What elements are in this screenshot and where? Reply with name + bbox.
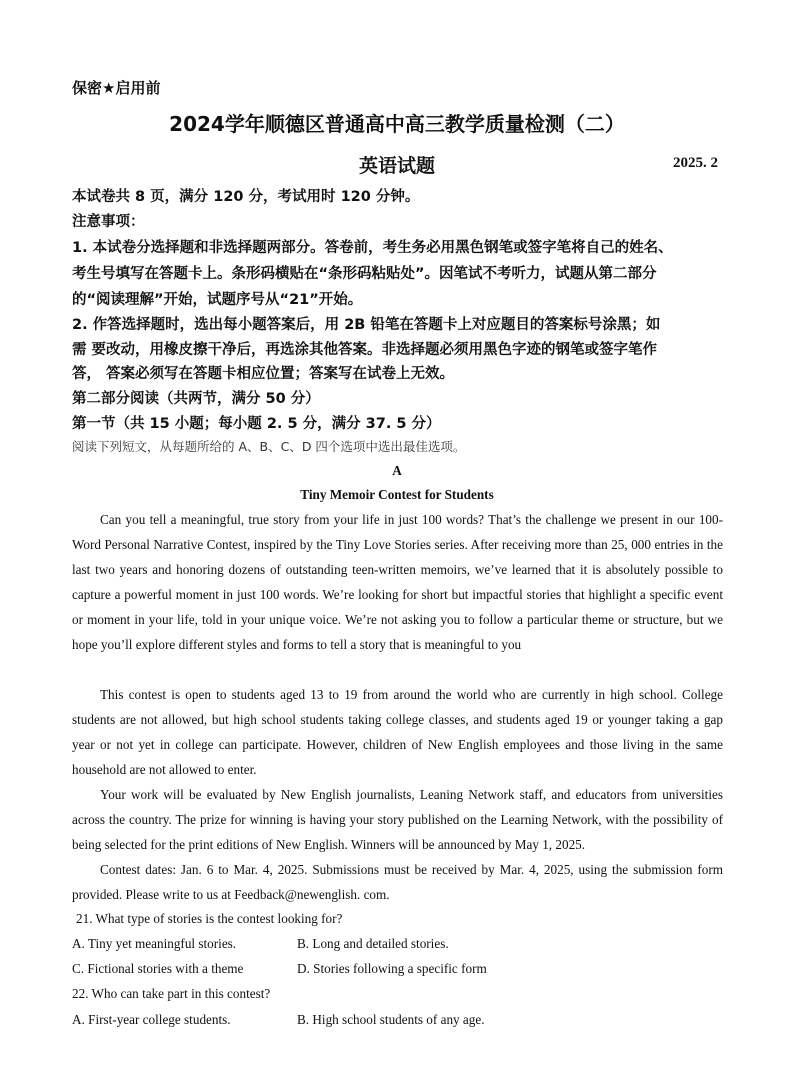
passage-label: A [392, 463, 402, 478]
notice-2-line-2: 需 要改动，用橡皮擦干净后，再选涂其他答案。非选择题必须用黑色字迹的钢笔或签字笔作 [72, 342, 658, 358]
question-21-stem: 21. What type of stories is the contest looking for? [76, 911, 343, 926]
exam-summary: 本试卷共 8 页，满分 120 分，考试用时 120 分钟。 [72, 189, 420, 205]
passage-paragraph-3: Your work will be evaluated by New English journalists, Leaning Network staff, and educators from universities across the country. The prize for winning is having your story published on the Learning Network, with the possibility of being selected for the print editions of New English. Winners will be announced by May 1, 2025. [72, 787, 723, 852]
passage-paragraph-1: Can you tell a meaningful, true story from your life in just 100 words? That’s the challenge we present in our 100-Word Personal Narrative Contest, inspired by the Tiny Love Stories series. After receiving more than 25, 000 entries in the last two years and honoring dozens of outstanding teen-written memoirs, we’ve learned that it is absolutely possible to capture a powerful moment in just 100 words. We’re looking for short but impactful stories that highlight a specific event or moment in your life, told in your unique voice. We’re not asking you to follow a particular theme or structure, but we hope you’ll explore different styles and forms to tell a story that is meaningful to you [72, 512, 723, 652]
exam-date: 2025. 2 [673, 155, 718, 171]
passage-paragraph-2: This contest is open to students aged 13 to 19 from around the world who are currently in high school. College students are not allowed, but high school students taking college classes, and students aged 19 or younger taking a gap year or not yet in college can participate. However, children of New English employees and those living in the same household are not allowed to enter. [72, 687, 723, 777]
question-21-option-c[interactable]: C. Fictional stories with a theme [72, 961, 244, 976]
notice-1-line-1: 1. 本试卷分选择题和非选择题两部分。答卷前，考生务必用黑色钢笔或签字笔将自己的姓名、 [72, 240, 673, 256]
question-22-option-b[interactable]: B. High school students of any age. [297, 1012, 485, 1027]
section-heading: 第一节（共 15 小题；每小题 2. 5 分，满分 37. 5 分） [72, 416, 441, 432]
passage-title: Tiny Memoir Contest for Students [300, 487, 494, 502]
question-21-option-d[interactable]: D. Stories following a specific form [297, 961, 487, 976]
notice-1-line-2: 考生号填写在答题卡上。条形码横贴在“条形码粘贴处”。因笔试不考听力，试题从第二部分 [72, 266, 657, 282]
notice-1-line-3: 的“阅读理解”开始，试题序号从“21”开始。 [72, 292, 363, 308]
exam-title: 2024学年顺德区普通高中高三教学质量检测（二） [169, 112, 625, 136]
question-22-stem: 22. Who can take part in this contest? [72, 986, 271, 1001]
question-21-option-a[interactable]: A. Tiny yet meaningful stories. [72, 936, 237, 951]
notice-2-line-3: 答， 答案必须写在答题卡相应位置；答案写在试卷上无效。 [72, 366, 455, 382]
passage-paragraph-4: Contest dates: Jan. 6 to Mar. 4, 2025. Submissions must be received by Mar. 4, 2025, using the submission form provided. Please write to us at Feedback@newenglish. com. [72, 862, 723, 902]
notice-heading: 注意事项： [72, 214, 145, 230]
question-21-option-b[interactable]: B. Long and detailed stories. [297, 936, 449, 951]
part-heading: 第二部分阅读（共两节，满分 50 分） [72, 391, 320, 407]
notice-2-line-1: 2. 作答选择题时，选出每小题答案后，用 2B 铅笔在答题卡上对应题目的答案标号涂黑；如 [72, 317, 661, 333]
question-22-option-a[interactable]: A. First-year college students. [72, 1012, 231, 1027]
section-instruction: 阅读下列短文，从每题所给的 A、B、C、D 四个选项中选出最佳选项。 [72, 439, 466, 454]
subject-title: 英语试题 [358, 155, 435, 177]
confidential-mark: 保密★启用前 [72, 79, 161, 97]
